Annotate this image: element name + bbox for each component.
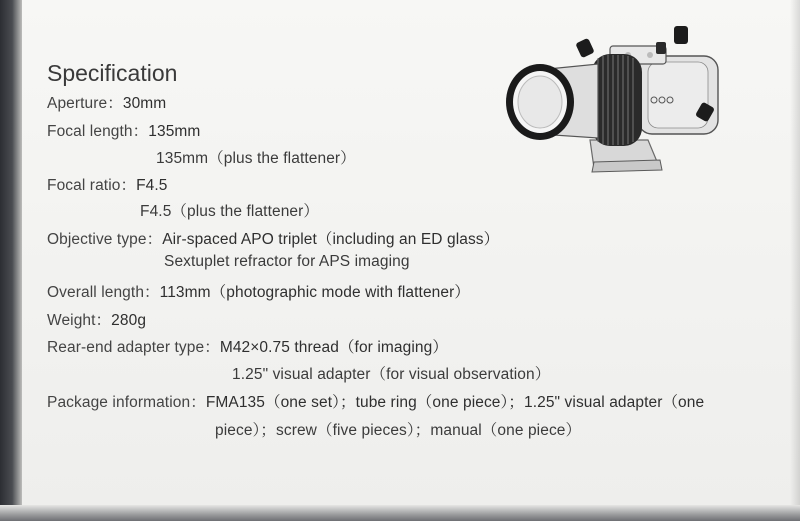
spec-rear-adapter xyxy=(47,335,448,357)
overall-length-label: Overall length： xyxy=(47,284,160,301)
aperture-value: 30mm xyxy=(122,95,167,112)
sheet-left-edge xyxy=(0,0,22,521)
telescope-illustration xyxy=(498,12,738,184)
focal-ratio-value: F4.5 xyxy=(136,177,168,194)
package-value: FMA135（one set）；tube ring（one piece）；1.25" visual adapter（one xyxy=(205,394,705,411)
weight-label: Weight： xyxy=(47,312,112,329)
spec-rear-adapter-visual: 1.25" visual adapter（for visual observation） xyxy=(232,366,551,383)
weight-value: 280g xyxy=(111,312,147,329)
objective-type-label: Objective type： xyxy=(47,231,163,248)
focal-length-value: 135mm xyxy=(148,123,201,140)
focal-ratio-label: Focal ratio： xyxy=(47,177,137,194)
rear-adapter-value: M42×0.75 thread（for imaging） xyxy=(219,339,448,356)
package-label: Package information： xyxy=(47,394,206,411)
spec-focal-ratio-flattener: F4.5（plus the flattener） xyxy=(140,203,320,220)
overall-length-value: 113mm（photographic mode with flattener） xyxy=(159,284,470,301)
sheet-bottom-edge xyxy=(0,505,800,521)
aperture-label: Aperture： xyxy=(47,95,123,112)
spec-overall-length xyxy=(47,280,470,302)
spec-focal-length xyxy=(47,119,200,141)
spec-focal-length-flattener: 135mm（plus the flattener） xyxy=(156,150,356,167)
spec-weight xyxy=(47,308,146,330)
spec-aperture xyxy=(47,91,166,113)
focal-length-label: Focal length： xyxy=(47,123,149,140)
spec-focal-ratio xyxy=(47,173,167,195)
spec-objective-type-detail: Sextuplet refractor for APS imaging xyxy=(164,253,410,270)
objective-type-value: Air-spaced APO triplet（including an ED glass） xyxy=(162,231,500,248)
spec-package xyxy=(47,390,704,412)
rear-adapter-label: Rear-end adapter type： xyxy=(47,339,220,356)
page-title: Specification xyxy=(47,60,178,86)
sheet-right-shadow xyxy=(790,0,800,521)
spec-objective-type xyxy=(47,227,499,249)
spec-package-continued: piece）；screw（five pieces）；manual（one piece） xyxy=(215,422,582,439)
